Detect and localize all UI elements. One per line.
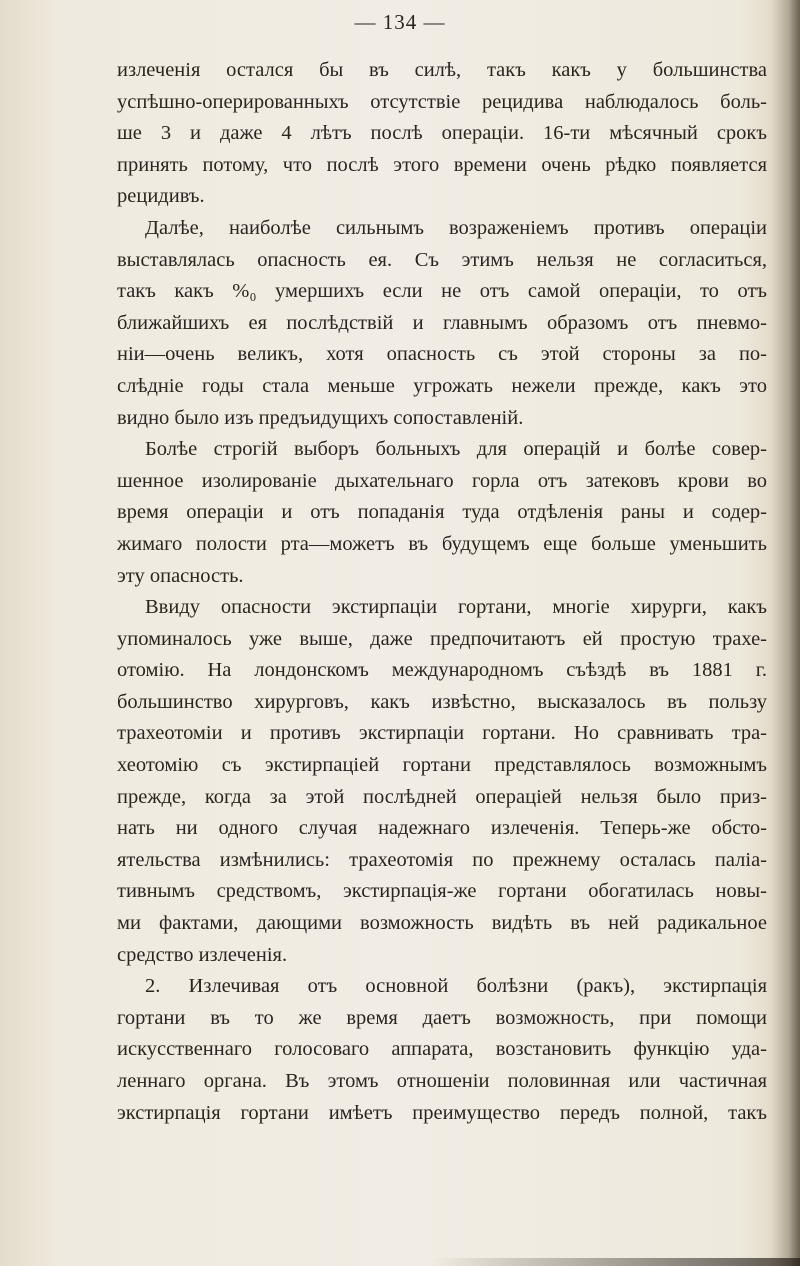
- text-line: ятельства измѣнились: трахеотомія по прежнему осталась паліа-: [117, 848, 767, 871]
- text-line: слѣдніе годы стала меньше угрожать нежели прежде, какъ это: [117, 374, 767, 397]
- text-line: Далѣе, наиболѣе сильнымъ возраженіемъ противъ операціи: [145, 216, 767, 239]
- text-line: нать ни одного случая надежнаго излеченія. Теперь-же обсто-: [117, 817, 767, 840]
- text-line: гортани въ то же время даетъ возможность, при помощи: [117, 1006, 767, 1029]
- text-line: средство излеченія.: [117, 943, 288, 966]
- text-line: успѣшно-оперированныхъ отсутствіе рецидива наблюдалось боль-: [117, 90, 767, 113]
- text-line: рецидивъ.: [117, 185, 205, 208]
- text-line: ми фактами, дающими возможность видѣть въ ней радикальное: [117, 912, 767, 935]
- text-line: искусственнаго голосоваго аппарата, возстановить функцію уда-: [117, 1038, 767, 1061]
- text-line: леннаго органа. Въ этомъ отношеніи половинная или частичная: [117, 1070, 767, 1092]
- text-line: выставлялась опасность ея. Съ этимъ нельзя не согласиться,: [117, 248, 767, 271]
- page-number: — 134 —: [354, 10, 446, 34]
- text-line: ближайшихъ ея послѣдствій и главнымъ образомъ отъ пневмо-: [117, 311, 767, 334]
- text-line: ніи—очень великъ, хотя опасность съ этой стороны за по-: [117, 343, 767, 366]
- text-line: упоминалось уже выше, даже предпочитаютъ ей простую трахе-: [117, 627, 767, 650]
- text-line: большинство хирурговъ, какъ извѣстно, высказалось въ пользу: [117, 690, 767, 713]
- text-line: видно было изъ предъидущихъ сопоставленій.: [117, 406, 524, 429]
- text-line: ше 3 и даже 4 лѣтъ послѣ операціи. 16-ти мѣсячный срокъ: [117, 122, 767, 145]
- text-line: трахеотоміи и противъ экстирпаціи гортани. Но сравнивать тра-: [117, 722, 767, 745]
- text-line: шенное изолированіе дыхательнаго горла отъ затековъ крови во: [117, 469, 767, 492]
- book-spine-shadow: [770, 0, 800, 1266]
- text-line: излеченія остался бы въ силѣ, такъ какъ у большинства: [117, 59, 767, 81]
- text-line: хеотомію съ экстирпаціей гортани представлялось возможнымъ: [117, 754, 767, 777]
- bottom-edge-shadow: [430, 1258, 800, 1266]
- text-line: такъ какъ %₀ умершихъ если не отъ самой операціи, то отъ: [117, 280, 767, 303]
- text-line: эту опасность.: [117, 564, 244, 587]
- text-line: экстирпація гортани имѣетъ преимущество передъ полной, такъ: [117, 1101, 767, 1124]
- body-text: [117, 55, 767, 1129]
- text-line: 2. Излечивая отъ основной болѣзни (ракъ), экстирпація: [145, 975, 767, 998]
- text-line: время операціи и отъ попаданія туда отдѣленія раны и содер-: [117, 501, 767, 524]
- text-line: жимаго полости рта—можетъ въ будущемъ еще больше уменьшить: [117, 532, 767, 555]
- text-line: тивнымъ средствомъ, экстирпація-же гортани обогатилась новы-: [117, 880, 767, 903]
- text-line: Болѣе строгій выборъ больныхъ для операцій и болѣе совер-: [145, 438, 767, 461]
- text-line: Ввиду опасности экстирпаціи гортани, многіе хирурги, какъ: [145, 596, 767, 619]
- text-line: отомію. На лондонскомъ международномъ съѣздѣ въ 1881 г.: [117, 659, 767, 682]
- text-line: принять потому, что послѣ этого времени очень рѣдко появляется: [117, 153, 767, 176]
- text-line: прежде, когда за этой послѣдней операціей нельзя было приз-: [117, 785, 767, 808]
